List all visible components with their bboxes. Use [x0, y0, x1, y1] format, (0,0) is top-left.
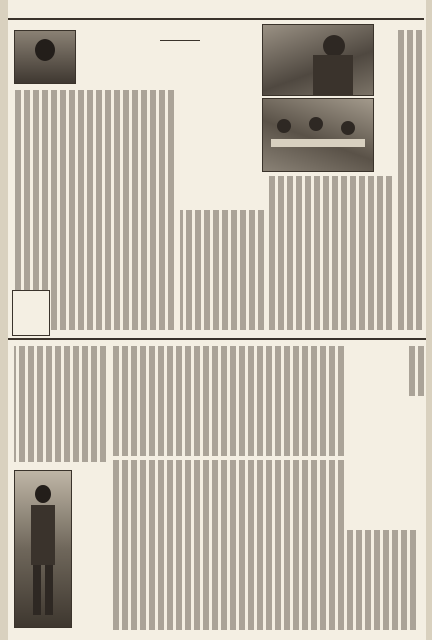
person-head [323, 35, 345, 57]
masthead-bar [8, 4, 424, 20]
student-head [35, 485, 51, 503]
interview-photo-1 [262, 24, 374, 96]
notice-box [12, 290, 50, 336]
examiner-3 [341, 121, 355, 135]
student-leg-right [45, 565, 53, 615]
interview-photo-2 [262, 98, 374, 172]
left-page-edge [0, 0, 8, 640]
article2-body-left [14, 346, 106, 462]
article2-body-bottom [112, 460, 344, 630]
article1-body-lower-right [266, 176, 392, 330]
portrait-photo [14, 30, 76, 84]
section-divider [8, 338, 426, 340]
article2-body-top [112, 346, 344, 456]
table [271, 139, 365, 147]
title-rule [160, 40, 200, 41]
examiner-1 [277, 119, 291, 133]
student-leg-left [33, 565, 41, 615]
examiner-2 [309, 117, 323, 131]
article2-intro [406, 346, 424, 396]
person-body [313, 55, 353, 95]
right-page-edge [426, 0, 432, 640]
article1-body-middle [180, 210, 264, 330]
article2-body-right [346, 530, 416, 630]
article1-body-col-right [396, 30, 422, 330]
student-photo [14, 470, 72, 628]
student-body [31, 505, 55, 565]
portrait-head [35, 39, 55, 61]
